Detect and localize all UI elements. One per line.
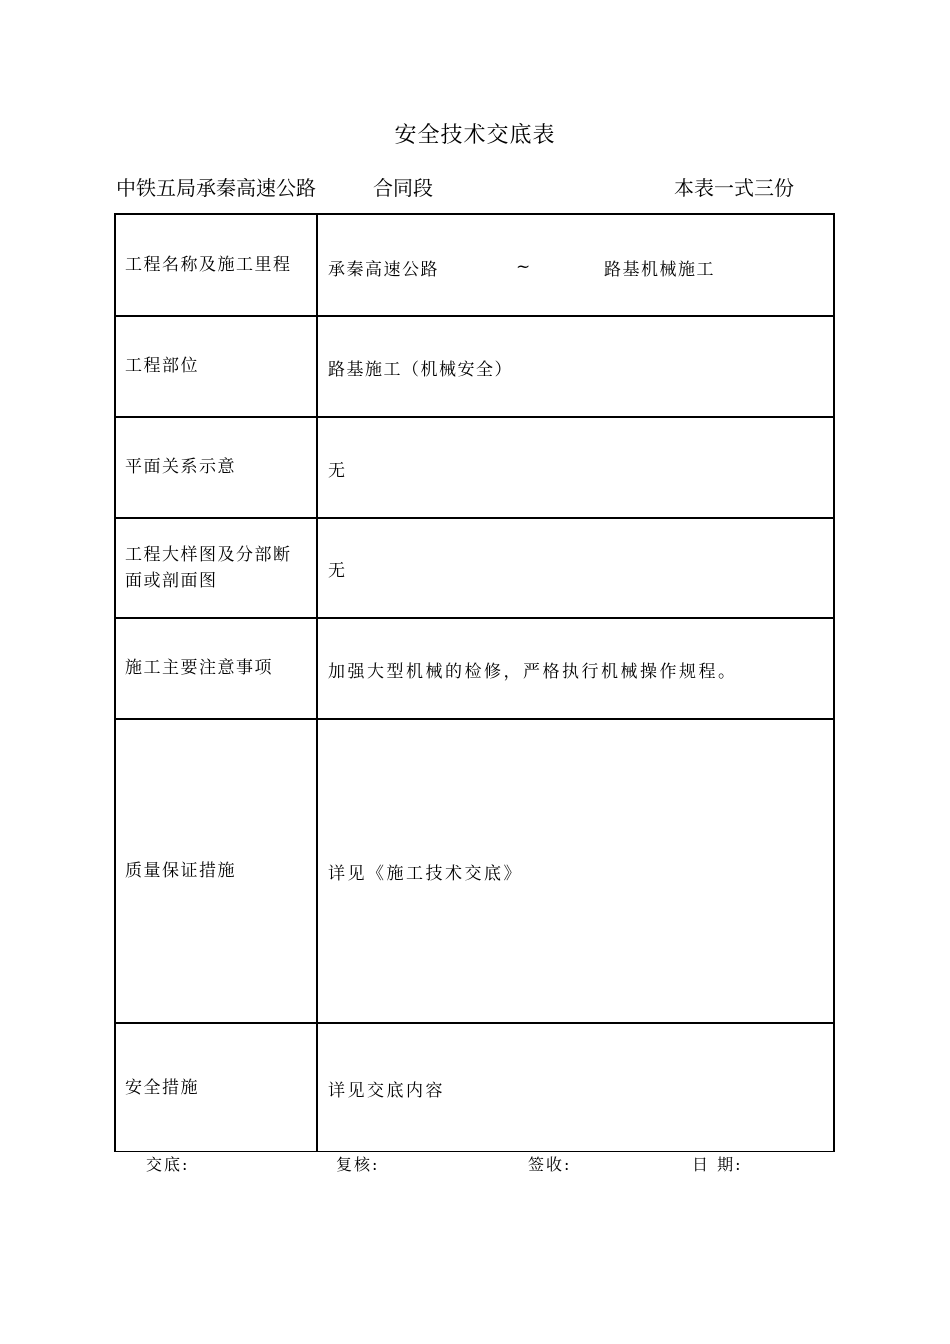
key-notes-label: 施工主要注意事项	[125, 658, 273, 678]
plan-relation-value: 无	[328, 460, 347, 481]
receive-signature-field: 签收:	[528, 1155, 572, 1174]
safety-measures-value: 详见交底内容	[328, 1081, 445, 1101]
project-name-part: 承秦高速公路	[328, 259, 439, 280]
project-name-value	[318, 215, 833, 315]
review-signature-field: 复核:	[336, 1155, 380, 1174]
contractor-unit: 中铁五局承秦高速公路	[116, 176, 316, 200]
safety-measures-label: 安全措施	[125, 1077, 199, 1098]
quality-measures-value: 详见《施工技术交底》	[328, 864, 523, 884]
mileage-separator: ~	[516, 257, 532, 277]
form-title: 安全技术交底表	[394, 123, 556, 148]
key-notes-value: 加强大型机械的检修，严格执行机械操作规程。	[328, 661, 738, 682]
project-part-label: 工程部位	[125, 356, 199, 376]
project-part-value: 路基施工（机械安全）	[328, 359, 513, 380]
detail-drawing-label: 工程大样图及分部断面或剖面图	[125, 544, 292, 591]
project-work-type: 路基机械施工	[604, 259, 715, 280]
plan-relation-label: 平面关系示意	[125, 457, 236, 477]
quality-measures-label: 质量保证措施	[125, 860, 236, 881]
contract-section: 合同段	[373, 176, 433, 200]
disclosure-signature-field: 交底:	[146, 1155, 190, 1174]
project-name-label: 工程名称及施工里程	[125, 255, 292, 275]
copies-note: 本表一式三份	[674, 176, 794, 200]
date-field: 日 期:	[692, 1155, 743, 1174]
detail-drawing-value: 无	[328, 561, 347, 581]
disclosure-table	[114, 213, 835, 1152]
